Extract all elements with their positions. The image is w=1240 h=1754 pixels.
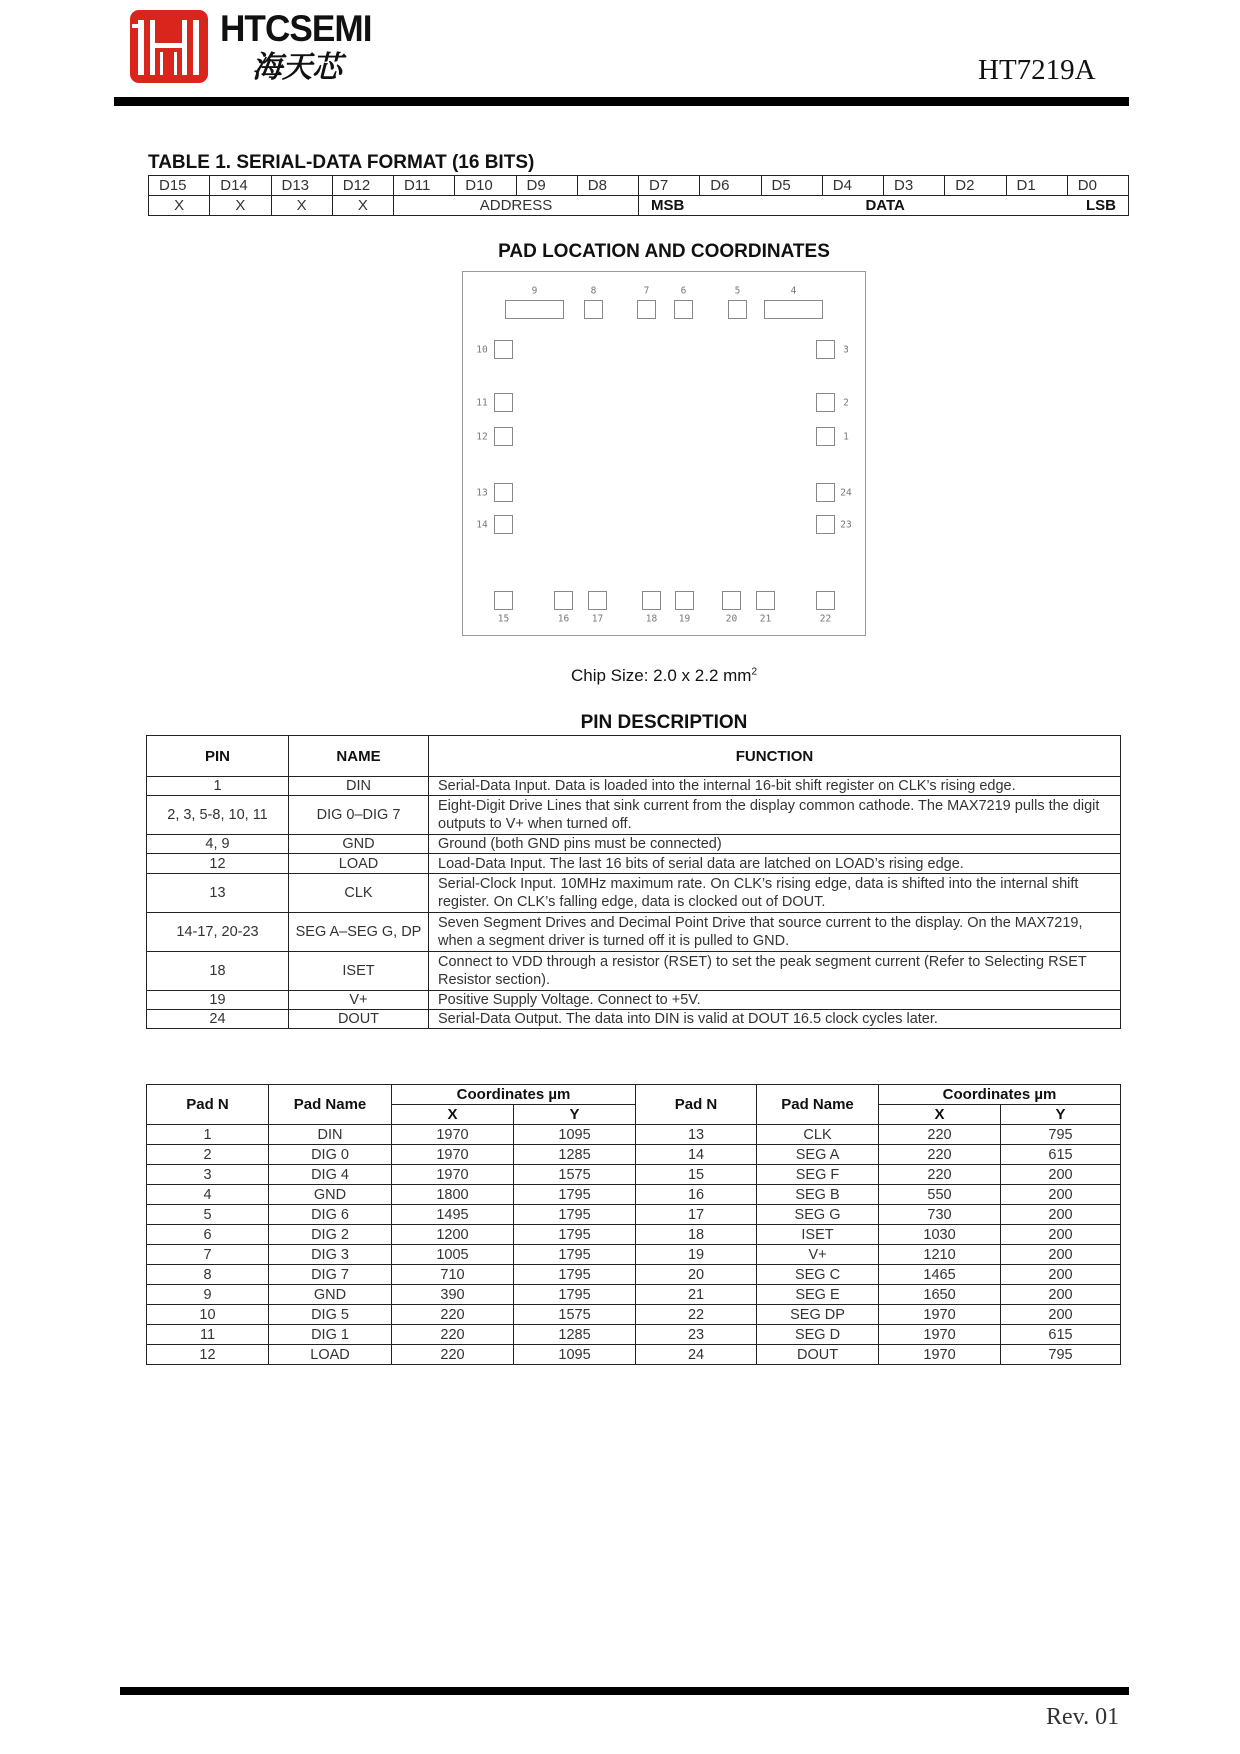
pin-function: Seven Segment Drives and Decimal Point Drive that source current to the display. On the MAX7219, when a segment driver is turned off it is pulled to GND. [429,913,1121,952]
bit-header-d15: D15 [149,176,210,196]
cell-pad-n: 21 [636,1285,757,1305]
cell-pad-n: 12 [147,1345,269,1365]
data-label: DATA [865,197,905,214]
cell-y: 615 [1001,1145,1121,1165]
pad-number-label: 7 [643,285,650,297]
table1-title: TABLE 1. SERIAL-DATA FORMAT (16 BITS) [148,152,535,173]
cell-pad-name: SEG F [757,1165,879,1185]
pad-2 [816,393,835,412]
cell-x: 220 [392,1305,514,1325]
cell-pad-n: 10 [147,1305,269,1325]
cell-pad-name: SEG B [757,1185,879,1205]
cell-x: 220 [392,1345,514,1365]
cell-x: 1005 [392,1245,514,1265]
pin-pin: 19 [147,991,289,1010]
header-pad-n: Pad N [636,1085,757,1125]
pin-row [147,913,1121,952]
header-pad-name: Pad Name [269,1085,392,1125]
cell-pad-n: 8 [147,1265,269,1285]
pin-function: Positive Supply Voltage. Connect to +5V. [429,991,1121,1010]
chip-diagram [462,271,866,636]
cell-x: 220 [879,1125,1001,1145]
cell-y: 200 [1001,1225,1121,1245]
cell-pad-name: DIG 1 [269,1325,392,1345]
cell-pad-name: CLK [757,1125,879,1145]
cell-y: 795 [1001,1125,1121,1145]
pin-row [147,874,1121,913]
pin-row [147,796,1121,835]
cell-pad-n: 24 [636,1345,757,1365]
pin-name: LOAD [289,854,429,874]
bit-header-d13: D13 [271,176,332,196]
bit-header-d7: D7 [639,176,700,196]
cell-x: 1210 [879,1245,1001,1265]
cell-y: 200 [1001,1285,1121,1305]
cell-x: 1650 [879,1285,1001,1305]
header-coordinates: Coordinates µm [879,1085,1121,1105]
pin-name: GND [289,835,429,854]
bit-header-d2: D2 [945,176,1006,196]
pad-row [147,1345,1121,1365]
cell-pad-n: 14 [636,1145,757,1165]
cell-pad-name: SEG G [757,1205,879,1225]
cell-x: 220 [879,1145,1001,1165]
pin-function: Eight-Digit Drive Lines that sink current from the display common cathode. The MAX7219 pulls the digit outputs to V+ when turned off. [429,796,1121,835]
field-row [149,196,1129,216]
cell-pad-n: 7 [147,1245,269,1265]
header-pad-n: Pad N [147,1085,269,1125]
cell-pad-n: 3 [147,1165,269,1185]
header-y: Y [1001,1105,1121,1125]
pin-row [147,952,1121,991]
pad-row [147,1225,1121,1245]
pad-14 [494,515,513,534]
pad-number-label: 21 [759,613,772,625]
cell-x: 1200 [392,1225,514,1245]
cell-pad-name: SEG DP [757,1305,879,1325]
cell-y: 200 [1001,1265,1121,1285]
pin-pin: 18 [147,952,289,991]
pad-22 [816,591,835,610]
pin-pin: 14-17, 20-23 [147,913,289,952]
pad-21 [756,591,775,610]
pin-pin: 24 [147,1010,289,1029]
pad-number-label: 22 [819,613,832,625]
cell-y: 1795 [514,1245,636,1265]
cell-x: 1465 [879,1265,1001,1285]
cell-pad-name: DIN [269,1125,392,1145]
cell-pad-n: 4 [147,1185,269,1205]
pad-number-label: 20 [725,613,738,625]
cell-y: 1795 [514,1285,636,1305]
cell-pad-n: 9 [147,1285,269,1305]
pad-number-label: 13 [476,487,488,498]
cell-pad-n: 6 [147,1225,269,1245]
cell-pad-n: 1 [147,1125,269,1145]
pin-description-table [146,735,1121,1029]
header-x: X [392,1105,514,1125]
bit-row [149,176,1129,196]
cell-x: 1030 [879,1225,1001,1245]
pad-number-label: 5 [734,285,741,297]
cell-y: 1795 [514,1265,636,1285]
cell-pad-n: 5 [147,1205,269,1225]
header-name: NAME [289,736,429,777]
pad-4 [764,300,823,319]
cell-pad-n: 23 [636,1325,757,1345]
pad-number-label: 8 [590,285,597,297]
pad-number-label: 16 [557,613,570,625]
pin-function: Serial-Data Output. The data into DIN is valid at DOUT 16.5 clock cycles later. [429,1010,1121,1029]
pad-19 [675,591,694,610]
cell-y: 1285 [514,1325,636,1345]
pad-number-label: 9 [531,285,538,297]
pin-description-title: PIN DESCRIPTION [580,712,748,733]
cell-y: 1095 [514,1345,636,1365]
pad-17 [588,591,607,610]
cell-pad-name: GND [269,1185,392,1205]
cell-x: 1970 [392,1125,514,1145]
pad-number-label: 19 [678,613,691,625]
pad-16 [554,591,573,610]
company-logo [130,10,208,83]
pad-5 [728,300,747,319]
cell-pad-n: 20 [636,1265,757,1285]
x-cell: X [149,196,210,216]
pad-11 [494,393,513,412]
pad-number-label: 3 [843,344,849,355]
header-row [147,1085,1121,1105]
pin-function: Serial-Clock Input. 10MHz maximum rate. On CLK’s rising edge, data is shifted into the internal shift register. On CLK’s falling edge, data is clocked out of DOUT. [429,874,1121,913]
pin-pin: 1 [147,777,289,796]
pad-13 [494,483,513,502]
pin-name: V+ [289,991,429,1010]
pin-name: SEG A–SEG G, DP [289,913,429,952]
cell-y: 1575 [514,1305,636,1325]
cell-x: 730 [879,1205,1001,1225]
address-cell: ADDRESS [394,196,639,216]
chip-size-label: Chip Size: 2.0 x 2.2 mm [570,666,752,685]
cell-x: 1495 [392,1205,514,1225]
pad-number-label: 2 [843,397,849,408]
cell-pad-name: DIG 6 [269,1205,392,1225]
pad-number-label: 4 [790,285,797,297]
pin-name: DOUT [289,1010,429,1029]
pad-location-title: PAD LOCATION AND COORDINATES [498,241,830,262]
pad-number-label: 10 [476,344,488,355]
header-x: X [879,1105,1001,1125]
cell-pad-name: SEG A [757,1145,879,1165]
pad-24 [816,483,835,502]
cell-y: 795 [1001,1345,1121,1365]
cell-pad-name: DIG 7 [269,1265,392,1285]
pin-row [147,777,1121,796]
cell-pad-name: DIG 2 [269,1225,392,1245]
cell-pad-n: 18 [636,1225,757,1245]
cell-y: 200 [1001,1245,1121,1265]
pad-row [147,1125,1121,1145]
cell-x: 220 [879,1165,1001,1185]
pin-function: Ground (both GND pins must be connected) [429,835,1121,854]
bit-header-d1: D1 [1006,176,1067,196]
pin-name: DIN [289,777,429,796]
pad-number-label: 11 [476,397,488,408]
pin-name: DIG 0–DIG 7 [289,796,429,835]
header-y: Y [514,1105,636,1125]
pad-number-label: 24 [840,487,852,498]
pin-function: Load-Data Input. The last 16 bits of serial data are latched on LOAD’s rising edge. [429,854,1121,874]
bit-header-d12: D12 [332,176,393,196]
cell-pad-n: 22 [636,1305,757,1325]
footer-divider [120,1687,1129,1695]
bit-header-d10: D10 [455,176,516,196]
bit-header-d11: D11 [394,176,455,196]
cell-x: 1970 [879,1345,1001,1365]
cell-pad-name: LOAD [269,1345,392,1365]
pad-8 [584,300,603,319]
cell-x: 1970 [879,1305,1001,1325]
pad-20 [722,591,741,610]
chip-size-exponent: 2 [751,666,758,678]
pad-row [147,1205,1121,1225]
cell-pad-name: GND [269,1285,392,1305]
cell-pad-name: SEG D [757,1325,879,1345]
pad-23 [816,515,835,534]
cell-pad-n: 16 [636,1185,757,1205]
pin-pin: 4, 9 [147,835,289,854]
cell-pad-n: 17 [636,1205,757,1225]
pad-number-label: 1 [843,431,849,442]
pin-name: CLK [289,874,429,913]
x-cell: X [332,196,393,216]
cell-pad-name: DOUT [757,1345,879,1365]
pad-12 [494,427,513,446]
pad-number-label: 23 [840,519,852,530]
cell-x: 390 [392,1285,514,1305]
pad-9 [505,300,564,319]
x-cell: X [271,196,332,216]
pin-row [147,854,1121,874]
msb-label: MSB [651,197,685,214]
cell-y: 200 [1001,1185,1121,1205]
bit-header-d9: D9 [516,176,577,196]
pad-number-label: 17 [591,613,604,625]
cell-y: 615 [1001,1325,1121,1345]
brand-name-chinese: 海天芯 [252,50,342,85]
pad-row [147,1245,1121,1265]
header-divider [114,97,1129,106]
cell-pad-name: DIG 0 [269,1145,392,1165]
part-number: HT7219A [978,54,1096,86]
pad-1 [816,427,835,446]
logo-mark-icon [130,10,208,83]
pad-18 [642,591,661,610]
cell-pad-n: 11 [147,1325,269,1345]
cell-pad-name: SEG E [757,1285,879,1305]
pin-function: Serial-Data Input. Data is loaded into the internal 16-bit shift register on CLK’s rising edge. [429,777,1121,796]
cell-x: 1970 [392,1165,514,1185]
pin-row [147,991,1121,1010]
cell-pad-name: DIG 4 [269,1165,392,1185]
pad-row [147,1285,1121,1305]
pad-row [147,1165,1121,1185]
bit-header-d5: D5 [761,176,822,196]
pin-name: ISET [289,952,429,991]
pin-pin: 2, 3, 5-8, 10, 11 [147,796,289,835]
serial-data-format-table [148,175,1129,216]
cell-y: 1285 [514,1145,636,1165]
header-pin: PIN [147,736,289,777]
cell-y: 1795 [514,1185,636,1205]
header-row [147,736,1121,777]
cell-x: 1970 [392,1145,514,1165]
chip-size [0,666,1240,686]
bit-header-d6: D6 [700,176,761,196]
cell-y: 1575 [514,1165,636,1185]
cell-pad-n: 19 [636,1245,757,1265]
cell-y: 200 [1001,1165,1121,1185]
lsb-label: LSB [1086,197,1116,214]
cell-pad-n: 15 [636,1165,757,1185]
cell-y: 1095 [514,1125,636,1145]
pin-row [147,835,1121,854]
cell-pad-n: 2 [147,1145,269,1165]
cell-y: 1795 [514,1205,636,1225]
cell-pad-name: DIG 3 [269,1245,392,1265]
cell-pad-name: ISET [757,1225,879,1245]
cell-y: 1795 [514,1225,636,1245]
pad-number-label: 12 [476,431,488,442]
cell-pad-name: DIG 5 [269,1305,392,1325]
cell-pad-name: V+ [757,1245,879,1265]
bit-header-d8: D8 [577,176,638,196]
pad-10 [494,340,513,359]
bit-header-d4: D4 [822,176,883,196]
cell-y: 200 [1001,1205,1121,1225]
cell-x: 1800 [392,1185,514,1205]
pin-row [147,1010,1121,1029]
cell-pad-name: SEG C [757,1265,879,1285]
cell-x: 1970 [879,1325,1001,1345]
cell-x: 710 [392,1265,514,1285]
cell-x: 220 [392,1325,514,1345]
pad-number-label: 15 [497,613,510,625]
header-coordinates: Coordinates µm [392,1085,636,1105]
data-cell [639,196,1129,216]
pin-pin: 13 [147,874,289,913]
header-function: FUNCTION [429,736,1121,777]
x-cell: X [210,196,271,216]
pad-row [147,1325,1121,1345]
brand-name: HTCSEMI [220,8,372,49]
pad-coordinates-table [146,1084,1121,1365]
bit-header-d3: D3 [884,176,945,196]
pad-15 [494,591,513,610]
header-pad-name: Pad Name [757,1085,879,1125]
pad-7 [637,300,656,319]
cell-y: 200 [1001,1305,1121,1325]
bit-header-d0: D0 [1067,176,1128,196]
cell-x: 550 [879,1185,1001,1205]
bit-header-d14: D14 [210,176,271,196]
pad-6 [674,300,693,319]
pin-pin: 12 [147,854,289,874]
pad-number-label: 18 [645,613,658,625]
pad-row [147,1145,1121,1165]
pad-number-label: 6 [680,285,687,297]
pin-function: Connect to VDD through a resistor (RSET) to set the peak segment current (Refer to Selecting RSET Resistor section). [429,952,1121,991]
pad-row [147,1185,1121,1205]
pad-row [147,1305,1121,1325]
revision-label: Rev. 01 [1046,1704,1120,1730]
pad-row [147,1265,1121,1285]
pad-3 [816,340,835,359]
cell-pad-n: 13 [636,1125,757,1145]
pad-number-label: 14 [476,519,488,530]
